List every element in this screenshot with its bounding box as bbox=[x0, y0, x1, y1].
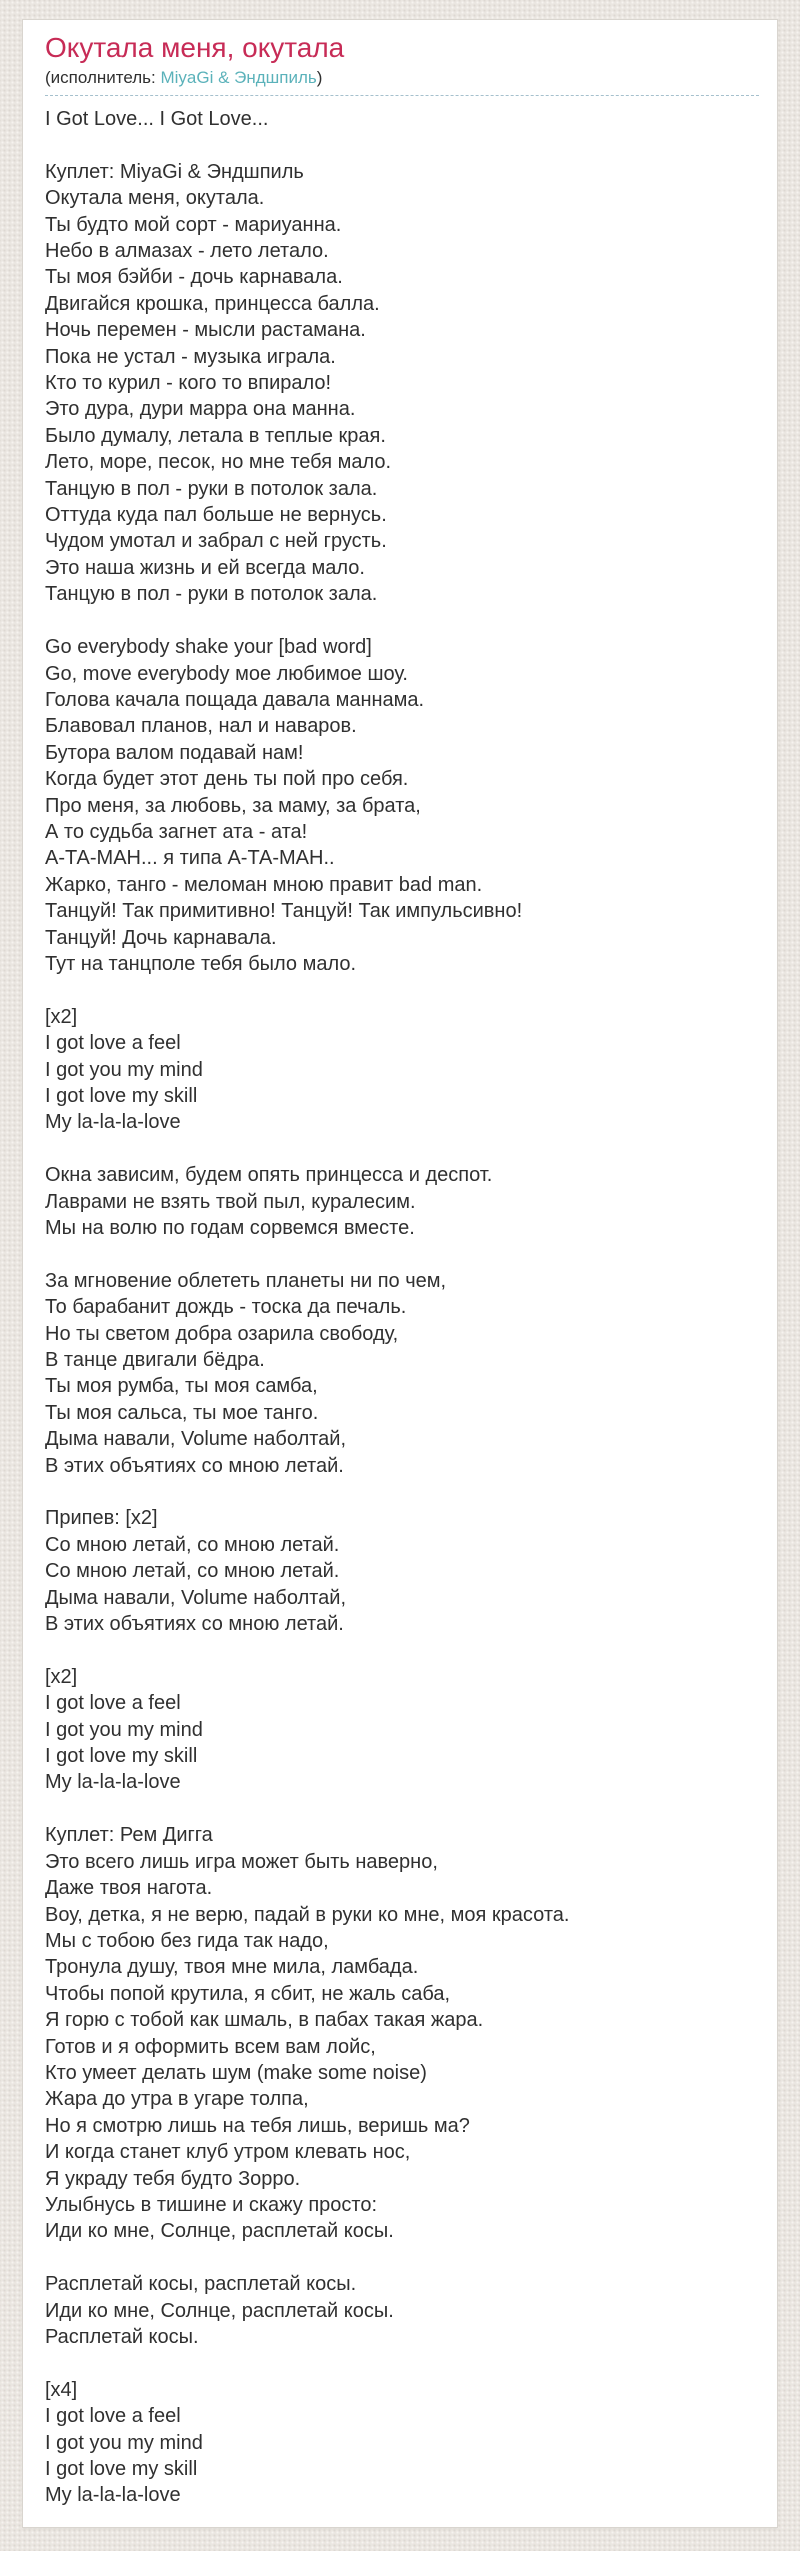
lyric-line: My la-la-la-love bbox=[45, 1111, 181, 1134]
stanza bbox=[45, 106, 759, 132]
lyric-line: Про меня, за любовь, за маму, за брата, bbox=[45, 794, 421, 817]
lyric-line: Кто то курил - кого то впирало! bbox=[45, 372, 332, 395]
lyrics-card bbox=[22, 19, 778, 2528]
lyric-line: Оттуда куда пал больше не вернусь. bbox=[45, 504, 387, 527]
lyric-line: Блавовал планов, нал и наваров. bbox=[45, 715, 357, 738]
lyric-line: Со мною летай, со мною летай. bbox=[45, 1560, 340, 1583]
page-title: Окутала меня, окутала bbox=[45, 32, 345, 63]
lyric-line: Ты будто мой сорт - мариуанна. bbox=[45, 213, 342, 236]
lyric-line: Окутала меня, окутала. bbox=[45, 187, 265, 210]
lyric-line: Но ты светом добра озарила свободу, bbox=[45, 1322, 399, 1345]
lyric-line: I got you my mind bbox=[45, 1718, 203, 1741]
stanza bbox=[45, 1268, 759, 1479]
lyric-line: Ты моя румба, ты моя самба, bbox=[45, 1375, 318, 1398]
lyric-line: Небо в алмазах - лето летало. bbox=[45, 240, 329, 263]
lyric-line: Воу, детка, я не верю, падай в руки ко мне, моя красота. bbox=[45, 1903, 570, 1926]
lyric-line: Дыма навали, Volume наболтай, bbox=[45, 1428, 347, 1451]
lyric-line: I got you my mind bbox=[45, 2431, 203, 2454]
lyric-line: Танцуй! Дочь карнавала. bbox=[45, 926, 277, 949]
lyric-line: Припев: [x2] bbox=[45, 1507, 158, 1530]
artist-line bbox=[45, 67, 759, 89]
lyric-line: И когда станет клуб утром клевать нос, bbox=[45, 2141, 411, 2164]
lyric-line: I Got Love... I Got Love... bbox=[45, 108, 269, 130]
stanza bbox=[45, 159, 759, 608]
lyric-line: Go, move everybody мое любимое шоу. bbox=[45, 662, 408, 685]
lyric-line: Куплет: MiyaGi & Эндшпиль bbox=[45, 160, 304, 183]
artist-label-suffix: ) bbox=[316, 68, 323, 87]
lyric-line: Жара до утра в угаре толпа, bbox=[45, 2088, 309, 2111]
lyric-line: Когда будет этот день ты пой про себя. bbox=[45, 768, 409, 791]
lyric-line: Это всего лишь игра может быть наверно, bbox=[45, 1850, 438, 1873]
stanza bbox=[45, 634, 759, 977]
lyric-line: То барабанит дождь - тоска да печаль. bbox=[45, 1296, 407, 1319]
lyric-line: Улыбнусь в тишине и скажу просто: bbox=[45, 2193, 378, 2216]
lyric-line: Но я смотрю лишь на тебя лишь, веришь ма? bbox=[45, 2114, 470, 2137]
stanza bbox=[45, 1664, 759, 1796]
lyric-line: Бутора валом подавай нам! bbox=[45, 741, 304, 764]
lyric-line: Тронула душу, твоя мне мила, ламбада. bbox=[45, 1956, 419, 1979]
lyric-line: Жарко, танго - меломан мною правит bad man. bbox=[45, 873, 483, 896]
lyric-line: My la-la-la-love bbox=[45, 1771, 181, 1794]
lyric-line: [x4] bbox=[45, 2378, 78, 2401]
artist-label-prefix: (исполнитель: bbox=[45, 68, 161, 87]
lyric-line: Ты моя сальса, ты мое танго. bbox=[45, 1401, 319, 1424]
lyric-line: Это наша жизнь и ей всегда мало. bbox=[45, 556, 365, 579]
lyric-line: Расплетай косы. bbox=[45, 2325, 199, 2348]
lyric-line: Двигайся крошка, принцесса балла. bbox=[45, 292, 380, 315]
lyric-line: Иди ко мне, Солнце, расплетай косы. bbox=[45, 2299, 394, 2322]
lyric-line: Иди ко мне, Солнце, расплетай косы. bbox=[45, 2220, 394, 2243]
lyric-line: В этих объятиях со мною летай. bbox=[45, 1454, 344, 1477]
lyric-line: I got love my skill bbox=[45, 2458, 198, 2480]
lyric-line: Лаврами не взять твой пыл, куралесим. bbox=[45, 1190, 416, 1213]
lyric-line: I got you my mind bbox=[45, 1058, 203, 1081]
lyric-line: А-ТА-МАН... я типа А-ТА-МАН.. bbox=[45, 847, 335, 870]
lyric-line: [x2] bbox=[45, 1005, 78, 1028]
lyric-line: Танцую в пол - руки в потолок зала. bbox=[45, 583, 378, 606]
lyrics-text bbox=[23, 96, 777, 2527]
lyric-line: Ты моя бэйби - дочь карнавала. bbox=[45, 266, 343, 289]
lyric-line: [x2] bbox=[45, 1665, 78, 1688]
lyric-line: I got love a feel bbox=[45, 2405, 181, 2428]
lyric-line: Танцую в пол - руки в потолок зала. bbox=[45, 477, 378, 500]
lyric-line: Со мною летай, со мною летай. bbox=[45, 1533, 340, 1556]
lyric-line: I got love a feel bbox=[45, 1692, 181, 1715]
lyric-line: Лето, море, песок, но мне тебя мало. bbox=[45, 451, 392, 474]
stanza bbox=[45, 1004, 759, 1136]
lyric-line: Пока не устал - музыка играла. bbox=[45, 345, 336, 368]
song-header bbox=[23, 20, 777, 96]
lyric-line: В этих объятиях со мною летай. bbox=[45, 1613, 344, 1636]
lyric-line: Готов и я оформить всем вам лойс, bbox=[45, 2035, 376, 2058]
lyric-line: Тут на танцполе тебя было мало. bbox=[45, 952, 357, 975]
lyric-line: Было думалу, летала в теплые края. bbox=[45, 424, 386, 447]
lyric-line: Танцуй! Так примитивно! Танцуй! Так импульсивно! bbox=[45, 900, 523, 923]
lyric-line: I got love a feel bbox=[45, 1032, 181, 1055]
lyric-line: Даже твоя нагота. bbox=[45, 1877, 213, 1900]
lyric-line: Кто умеет делать шум (make some noise) bbox=[45, 2061, 427, 2084]
stanza bbox=[45, 1822, 759, 2245]
lyric-line: Это дура, дури марра она манна. bbox=[45, 398, 356, 421]
stanza bbox=[45, 2377, 759, 2509]
lyric-line: I got love my skill bbox=[45, 1084, 198, 1107]
lyric-line: За мгновение облететь планеты ни по чем, bbox=[45, 1269, 447, 1292]
lyric-line: Расплетай косы, расплетай косы. bbox=[45, 2273, 357, 2296]
stanza bbox=[45, 2271, 759, 2350]
lyric-line: Чтобы попой крутила, я сбит, не жаль саба, bbox=[45, 1982, 451, 2005]
artist-link[interactable]: MiyaGi & Эндшпиль bbox=[160, 68, 317, 87]
lyric-line: В танце двигали бёдра. bbox=[45, 1349, 265, 1372]
stanza bbox=[45, 1505, 759, 1637]
lyric-line: А то судьба загнет ата - ата! bbox=[45, 820, 308, 843]
lyric-line: Я горю с тобой как шмаль, в пабах такая жара. bbox=[45, 2009, 484, 2032]
lyric-line: Куплет: Рем Дигга bbox=[45, 1824, 213, 1847]
lyric-line: Мы на волю по годам сорвемся вместе. bbox=[45, 1217, 415, 1239]
lyric-line: Голова качала пощада давала маннама. bbox=[45, 688, 425, 711]
lyric-line: Дыма навали, Volume наболтай, bbox=[45, 1586, 347, 1609]
lyric-line: Мы с тобою без гида так надо, bbox=[45, 1929, 329, 1952]
lyric-line: My la-la-la-love bbox=[45, 2484, 181, 2507]
lyric-line: Go everybody shake your [bad word] bbox=[45, 636, 372, 659]
lyric-line: Чудом умотал и забрал с ней грусть. bbox=[45, 530, 387, 553]
lyric-line: Я украду тебя будто Зорро. bbox=[45, 2167, 301, 2190]
header-divider bbox=[45, 32, 759, 96]
lyric-line: Окна зависим, будем опять принцесса и деспот. bbox=[45, 1164, 493, 1187]
stanza bbox=[45, 1162, 759, 1241]
lyric-line: Ночь перемен - мысли растамана. bbox=[45, 319, 366, 342]
lyric-line: I got love my skill bbox=[45, 1745, 198, 1768]
